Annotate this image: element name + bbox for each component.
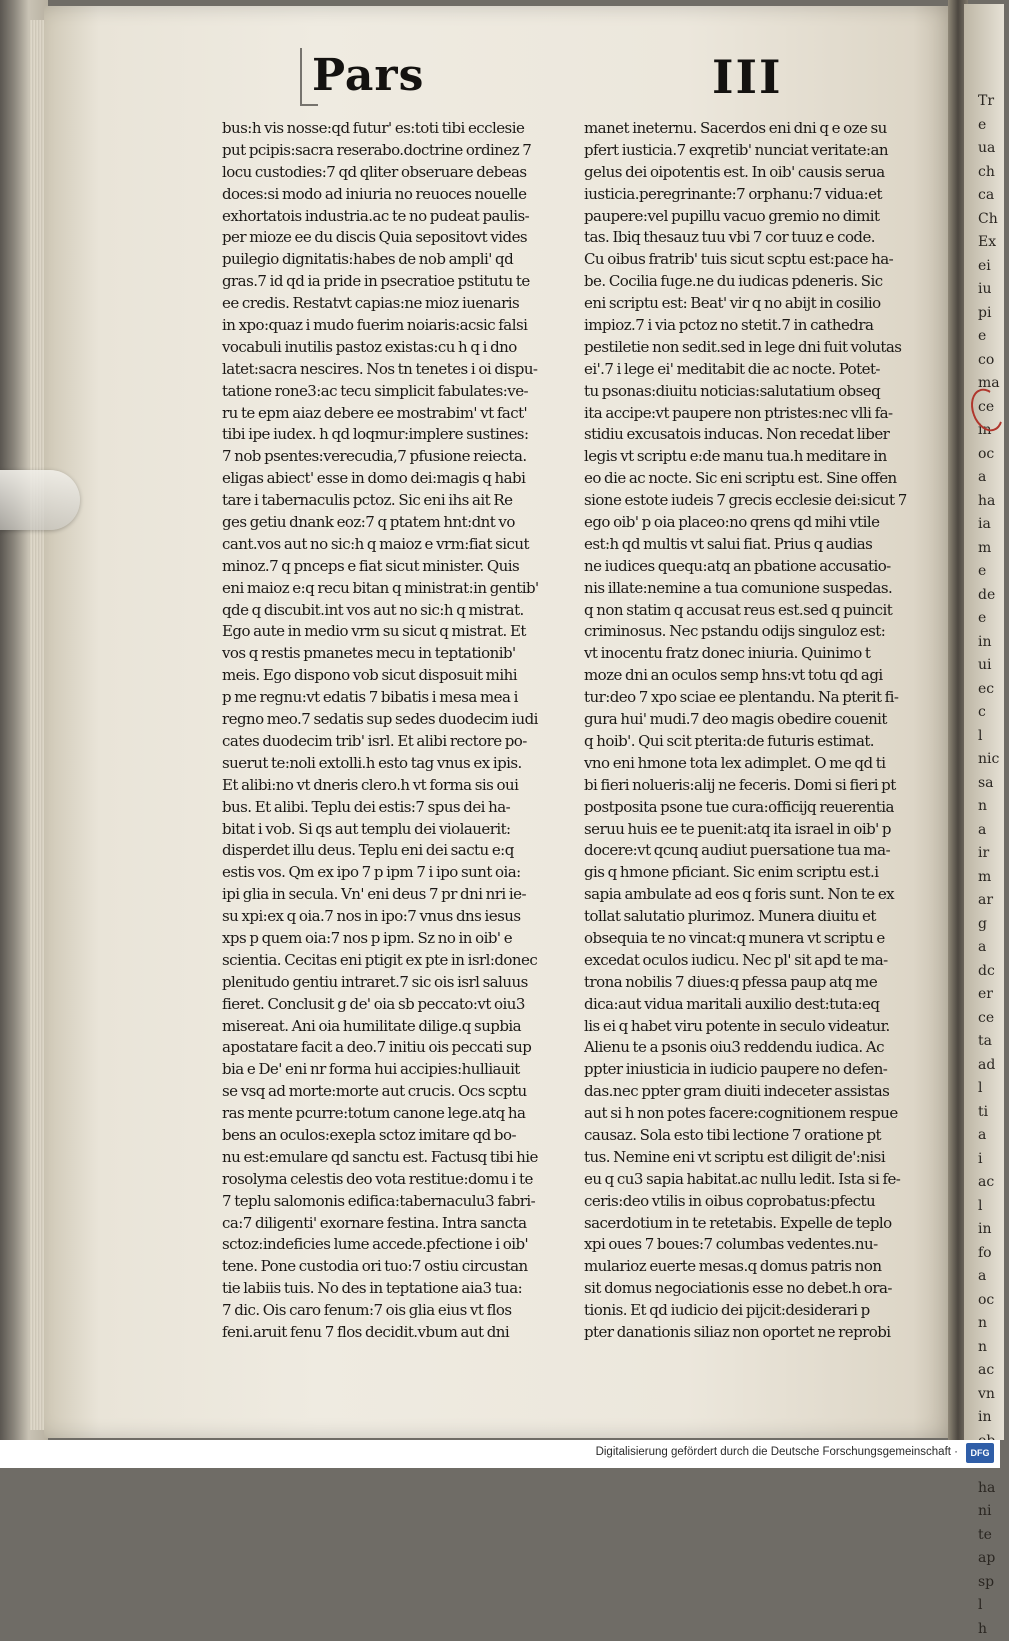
text-line: moze dni an oculos semp hns:vt totu qd agi [584, 665, 912, 687]
text-line: xps p quem oia:7 nos p ipm. Sz no in oib' e [222, 928, 562, 950]
edge-fragment: ad [978, 1054, 1000, 1078]
text-line: doces:si modo ad iniuria no reuoces nouelle [222, 184, 562, 206]
edge-fragment: l [978, 725, 1000, 749]
text-line: put pcipis:sacra reserabo.doctrine ordinez 7 [222, 140, 562, 162]
text-line: aut si h non potes facere:cognitionem respue [584, 1103, 912, 1125]
text-line: gelus dei oipotentis est. In oib' causis serua [584, 162, 912, 184]
edge-fragment: ha [978, 490, 1000, 514]
text-line: eni scriptu est: Beat' vir q no abijt in cosilio [584, 293, 912, 315]
text-line: postposita psone tue cura:officijq reuerentia [584, 797, 912, 819]
text-line: apostatare facit a deo.7 initiu ois peccati sup [222, 1037, 562, 1059]
edge-fragment: e [978, 325, 1000, 349]
text-line: fieret. Conclusit g de' oia sb peccato:vt oiu3 [222, 994, 562, 1016]
edge-fragment: m [978, 866, 1000, 890]
text-line: ges getiu dnank eoz:7 q ptatem hnt:dnt vo [222, 512, 562, 534]
edge-fragment: ec [978, 678, 1000, 702]
text-line: docere:vt qcunq audiut puersatione tua ma- [584, 840, 912, 862]
edge-fragment: ap [978, 1547, 1000, 1571]
text-line: ras mente pcurre:totum canone lege.atq ha [222, 1103, 562, 1125]
text-line: pfert iusticia.7 exqretib' nunciat veritate:an [584, 140, 912, 162]
edge-fragment: ir [978, 842, 1000, 866]
text-line: latet:sacra nescires. Nos tn tenetes i oi dispu- [222, 359, 562, 381]
edge-fragment: n [978, 1312, 1000, 1336]
text-line: bus:h vis nosse:qd futur' es:toti tibi ecclesie [222, 118, 562, 140]
text-line: scientia. Cecitas eni ptigit ex pte in isrl:donec [222, 950, 562, 972]
text-line: sit domus negociationis esse no debet.h ora- [584, 1278, 912, 1300]
text-line: ppter iniusticia in iudicio paupere no defen- [584, 1059, 912, 1081]
text-line: tu psonas:diuitu noticias:salutatium obseq [584, 381, 912, 403]
text-line: obsequia te no vincat:q munera vt scriptu e [584, 928, 912, 950]
text-line: eo die ac nocte. Sic eni scriptu est. Sine offen [584, 468, 912, 490]
text-line: tas. Ibiq thesauz tuu vbi 7 cor tuuz e code. [584, 227, 912, 249]
text-column-right [584, 118, 912, 1344]
text-line: vocabuli inutilis pastoz existas:cu h q i dno [222, 337, 562, 359]
edge-fragment: i [978, 1148, 1000, 1172]
edge-fragment: sa [978, 772, 1000, 796]
edge-fragment: vn [978, 1383, 1000, 1407]
text-line: se vsq ad morte:morte aut crucis. Ocs scptu [222, 1081, 562, 1103]
text-line: ego oib' p oia placeo:no qrens qd mihi vtile [584, 512, 912, 534]
edge-fragment: l [978, 1195, 1000, 1219]
edge-fragment: in [978, 1406, 1000, 1430]
text-line: vt inocentu fratz donec iniuria. Quinimo t [584, 643, 912, 665]
text-line: cates duodecim trib' isrl. Et alibi rectore po- [222, 731, 562, 753]
right-page-text-fragment [978, 90, 1000, 1270]
edge-fragment: ha [978, 1477, 1000, 1501]
edge-fragment: a [978, 1265, 1000, 1289]
text-line: suerut te:noli extolli.h esto tag vnus ex ipis. [222, 753, 562, 775]
edge-fragment: l [978, 1594, 1000, 1618]
text-line: estis vos. Qm ex ipo 7 p ipm 7 i ipo sunt oia: [222, 862, 562, 884]
text-line: su xpi:ex q oia.7 nos in ipo:7 vnus dns iesus [222, 906, 562, 928]
edge-fragment: g [978, 913, 1000, 937]
text-line: Ego aute in medio vrm su sicut q mistrat. Et [222, 621, 562, 643]
text-line: sione estote iudeis 7 grecis ecclesie dei:sicut 7 [584, 490, 912, 512]
edge-fragment: Ex [978, 231, 1000, 255]
edge-fragment: c [978, 701, 1000, 725]
edge-fragment: Ch [978, 208, 1000, 232]
text-line: pter danationis siliaz non oportet ne reprobi [584, 1322, 912, 1344]
text-line: ceris:deo vtilis in oibus coprobatus:pfectu [584, 1191, 912, 1213]
text-line: xpi oues 7 boues:7 columbas vedentes.nu- [584, 1234, 912, 1256]
text-line: cant.vos aut no sic:h q maioz e vrm:fiat sicut [222, 534, 562, 556]
edge-fragment: ar [978, 889, 1000, 913]
text-line: misereat. Ani oia humilitate dilige.q supbia [222, 1016, 562, 1038]
text-line: locu custodies:7 qd qliter obseruare debeas [222, 162, 562, 184]
edge-fragment: in [978, 419, 1000, 443]
edge-fragment: sp [978, 1571, 1000, 1595]
text-line: nis illate:nemine a tua comunione suspedas. [584, 578, 912, 600]
text-line: tare i tabernaculis pctoz. Sic eni ihs ait Re [222, 490, 562, 512]
edge-fragment: ui [978, 654, 1000, 678]
text-line: eu q cu3 sapia habitat.ac nullu ledit. Ista si fe- [584, 1169, 912, 1191]
edge-fragment: n [978, 795, 1000, 819]
edge-fragment: in [978, 1218, 1000, 1242]
text-line: rosolyma celestis deo vota restitue:domu i te [222, 1169, 562, 1191]
edge-fragment: n [978, 1336, 1000, 1360]
text-line: causaz. Sola esto tibi lectione 7 oratione pt [584, 1125, 912, 1147]
edge-fragment: co [978, 349, 1000, 373]
text-line: eni maioz e:q recu bitan q ministrat:in gentib' [222, 578, 562, 600]
text-line: qde q discubit.int vos aut no sic:h q mistrat. [222, 600, 562, 622]
text-line: Alienu te a psonis oiu3 reddendu iudica. Ac [584, 1037, 912, 1059]
edge-fragment: ce [978, 1007, 1000, 1031]
edge-fragment: ni [978, 1500, 1000, 1524]
edge-fragment: ch [978, 161, 1000, 185]
edge-fragment: ia [978, 513, 1000, 537]
text-line: tibi ipe iudex. h qd loqmur:implere sustines: [222, 424, 562, 446]
text-line: nu est:emulare qd sanctu est. Factusq tibi hie [222, 1147, 562, 1169]
text-line: 7 dic. Ois caro fenum:7 ois glia eius vt flos [222, 1300, 562, 1322]
text-line: legis vt scriptu e:de manu tua.h meditare in [584, 446, 912, 468]
text-line: manet ineternu. Sacerdos eni dni q e oze su [584, 118, 912, 140]
edge-fragment: a [978, 1124, 1000, 1148]
edge-fragment: e [978, 560, 1000, 584]
text-line: puilegio dignitatis:habes de nob ampli' qd [222, 249, 562, 271]
text-line: iusticia.peregrinante:7 orphanu:7 vidua:et [584, 184, 912, 206]
edge-fragment: e [978, 607, 1000, 631]
edge-fragment: iu [978, 278, 1000, 302]
text-line: bitat i vob. Si qs aut templu dei violauerit: [222, 819, 562, 841]
edge-fragment: pi [978, 302, 1000, 326]
edge-fragment: l [978, 1077, 1000, 1101]
text-line: sctoz:indeficies lume accede.pfectione i oib' [222, 1234, 562, 1256]
text-line: ne iudices quequ:atq an pbatione accusatio- [584, 556, 912, 578]
edge-fragment: ta [978, 1030, 1000, 1054]
text-line: Cu oibus fratrib' tuis sicut scptu est:pace ha- [584, 249, 912, 271]
edge-fragment: Tr [978, 90, 1000, 114]
edge-fragment: e [978, 114, 1000, 138]
edge-fragment: m [978, 537, 1000, 561]
bookmark-strip [0, 470, 80, 530]
edge-fragment: ce [978, 396, 1000, 420]
text-line: ru te epm aiaz debere ee mostrabim' vt fact' [222, 403, 562, 425]
text-line: lis ei q habet viru potente in seculo videatur. [584, 1016, 912, 1038]
text-line: disperdet illu deus. Teplu eni dei sactu e:q [222, 840, 562, 862]
text-line: vno eni hmone tota lex adimplet. O me qd ti [584, 753, 912, 775]
text-line: tus. Nemine eni vt scriptu est diligit de':nisi [584, 1147, 912, 1169]
text-line: seruu huis ee te puenit:atq ita israel in oib' p [584, 819, 912, 841]
text-line: feni.aruit fenu 7 flos decidit.vbum aut dni [222, 1322, 562, 1344]
text-line: eligas abiect' esse in domo dei:magis q habi [222, 468, 562, 490]
text-line: bia e De' eni nr forma hui accipies:hulliauit [222, 1059, 562, 1081]
text-line: be. Cocilia fuge.ne du iudicas pdeneris. Sic [584, 271, 912, 293]
edge-fragment: in [978, 631, 1000, 655]
text-line: excedat oculos iudicu. Nec pl' sit apd te ma- [584, 950, 912, 972]
edge-fragment: a [978, 466, 1000, 490]
text-line: sapia ambulate ad eos q foris sunt. Non te ex [584, 884, 912, 906]
text-line: mularioz euerte mesas.q domus patris non [584, 1256, 912, 1278]
text-line: plenitudo gentiu intraret.7 sic ois isrl saluus [222, 972, 562, 994]
edge-fragment: oc [978, 1289, 1000, 1313]
edge-fragment: oc [978, 443, 1000, 467]
text-line: ca:7 diligenti' exornare festina. Intra sancta [222, 1213, 562, 1235]
text-line: gras.7 id qd ia pride in psecratioe pstitutu te [222, 271, 562, 293]
edge-fragment: ti [978, 1101, 1000, 1125]
text-line: Et alibi:no vt dneris clero.h vt forma sis oui [222, 775, 562, 797]
edge-fragment: fo [978, 1242, 1000, 1266]
text-line: criminosus. Nec pstandu odijs singuloz est: [584, 621, 912, 643]
text-line: in xpo:quaz i mudo fuerim noiaris:acsic falsi [222, 315, 562, 337]
text-line: dica:aut vidua maritali auxilio dest:tuta:eq [584, 994, 912, 1016]
text-line: trona nobilis 7 diues:q pfessa paup atq me [584, 972, 912, 994]
edge-fragment: nic [978, 748, 1000, 772]
text-line: gis q hmone pficiant. Sic enim scriptu est.i [584, 862, 912, 884]
running-head-pars: Pars [312, 50, 424, 110]
edge-fragment: dc [978, 960, 1000, 984]
text-line: p me regnu:vt edatis 7 bibatis i mesa mea i [222, 687, 562, 709]
text-line: pestiletie non sedit.sed in lege dni fuit volutas [584, 337, 912, 359]
text-line: ee credis. Restatvt capias:ne mioz iuenaris [222, 293, 562, 315]
text-line: q hoib'. Qui scit pterita:de futuris estimat. [584, 731, 912, 753]
text-line: sacerdotium in te retetabis. Expelle de teplo [584, 1213, 912, 1235]
edge-fragment: er [978, 983, 1000, 1007]
text-line: meis. Ego dispono vob sicut disposuit mihi [222, 665, 562, 687]
text-line: bi fieri nolueris:alij ne feceris. Domi si fieri pt [584, 775, 912, 797]
edge-fragment: a [978, 936, 1000, 960]
text-line: bens an oculos:exepla sctoz imitare qd bo- [222, 1125, 562, 1147]
text-line: vos q restis pmanetes mecu in teptationib' [222, 643, 562, 665]
show-through-heading [420, 62, 980, 122]
edge-fragment: ei [978, 255, 1000, 279]
text-column-left [222, 118, 562, 1344]
edge-fragment: de [978, 584, 1000, 608]
text-line: tie labiis tuis. No des in teptatione aia3 tua: [222, 1278, 562, 1300]
edge-fragment: ac [978, 1359, 1000, 1383]
running-head-part-number: III [712, 50, 783, 110]
dfg-logo: DFG [966, 1443, 994, 1463]
text-line: das.nec ppter gram diuiti indeceter assistas [584, 1081, 912, 1103]
text-line: ipi glia in secula. Vn' eni deus 7 pr dni nri ie- [222, 884, 562, 906]
edge-fragment: ac [978, 1171, 1000, 1195]
edge-fragment: ca [978, 184, 1000, 208]
text-line: 7 nob psentes:verecudia,7 pfusione reiecta. [222, 446, 562, 468]
text-line: ita accipe:vt paupere non ptristes:nec vlli fa- [584, 403, 912, 425]
text-line: tur:deo 7 xpo sciae ee plentandu. Na pterit fi- [584, 687, 912, 709]
text-line: bus. Et alibi. Teplu dei estis:7 spus dei ha- [222, 797, 562, 819]
text-line: exhortatois industria.ac te no pudeat paulis- [222, 206, 562, 228]
text-line: stidiu excusatois inducas. Non recedat liber [584, 424, 912, 446]
text-line: per mioze ee du discis Quia sepositovt vides [222, 227, 562, 249]
text-line: tionis. Et qd iudicio dei pijcit:desiderari p [584, 1300, 912, 1322]
text-line: regno meo.7 sedatis sup sedes duodecim iudi [222, 709, 562, 731]
text-line: minoz.7 q pnceps e fiat sicut minister. Quis [222, 556, 562, 578]
text-line: est:h qd multis vt salui fiat. Prius q audias [584, 534, 912, 556]
edge-fragment: ua [978, 137, 1000, 161]
text-line: tene. Pone custodia ori tuo:7 ostiu circustan [222, 1256, 562, 1278]
edge-fragment: h [978, 1618, 1000, 1641]
edge-fragment: a [978, 819, 1000, 843]
edge-fragment: te [978, 1524, 1000, 1548]
text-line: tatione rone3:ac tecu simplicit fabulates:ve- [222, 381, 562, 403]
text-line: tollat salutatio plurimoz. Munera diuitu et [584, 906, 912, 928]
text-line: gura hui' mudi.7 deo magis obedire couenit [584, 709, 912, 731]
text-line: paupere:vel pupillu vacuo gremio no dimit [584, 206, 912, 228]
funding-notice: Digitalisierung gefördert durch die Deutsche Forschungsgemeinschaft · [596, 1446, 958, 1458]
text-line: impioz.7 i via pctoz no stetit.7 in cathedra [584, 315, 912, 337]
text-line: ei'.7 i lege ei' meditabit die ac nocte. Potet- [584, 359, 912, 381]
text-line: q non statim q accusat reus est.sed q puincit [584, 600, 912, 622]
text-line: 7 teplu salomonis edifica:tabernaculu3 fabri- [222, 1191, 562, 1213]
edge-fragment: ma [978, 372, 1000, 396]
